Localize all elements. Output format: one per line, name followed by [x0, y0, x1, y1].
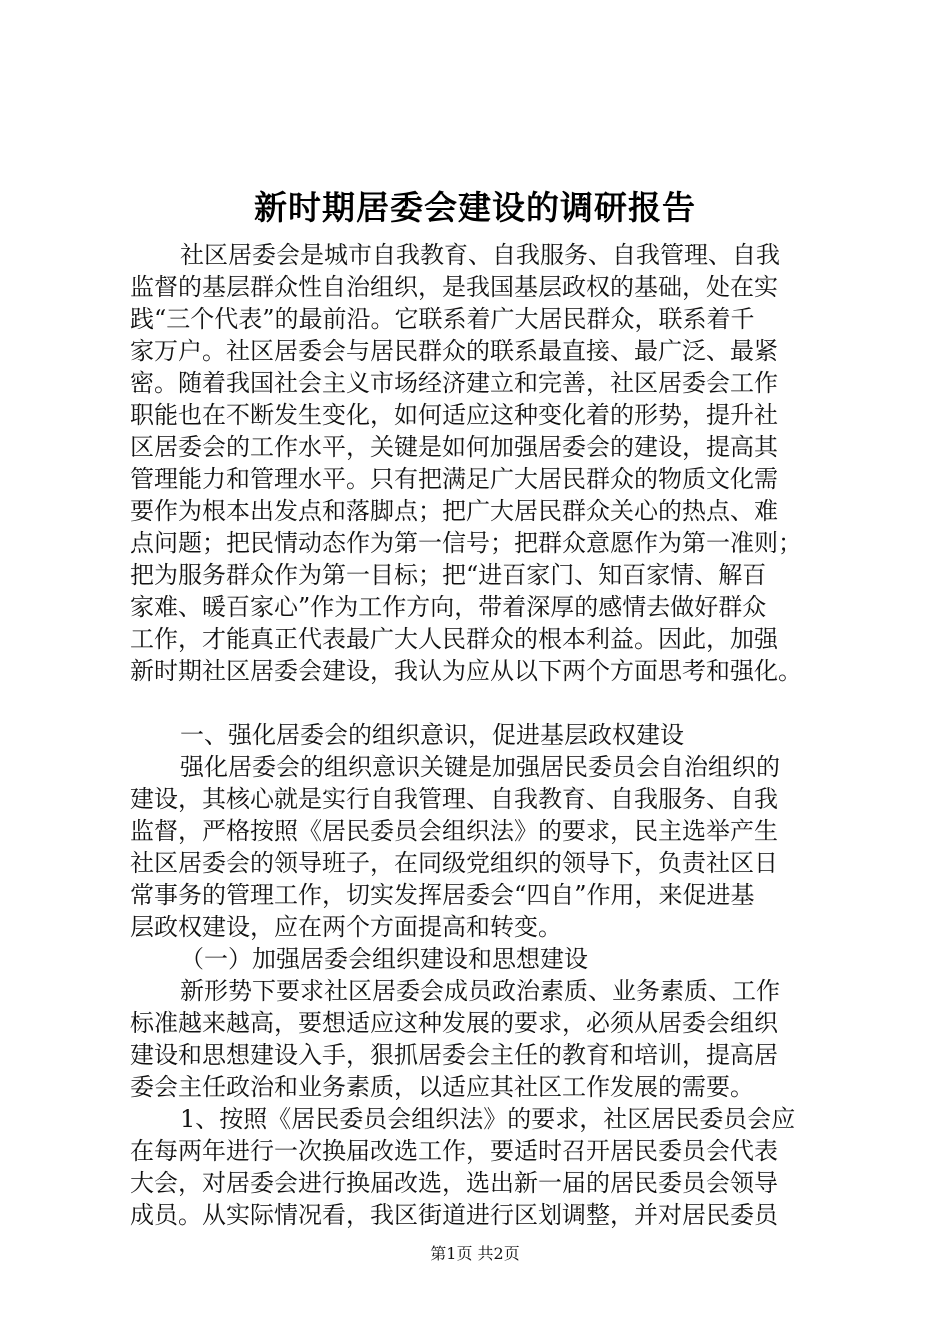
paragraph-line: 把为服务群众作为第一目标；把“进百家门、知百家情、解百 — [130, 561, 767, 589]
paragraph-line: 常事务的管理工作，切实发挥居委会“四自”作用，来促进基 — [130, 881, 755, 909]
paragraph-line: 家难、暖百家心”作为工作方向，带着深厚的感情去做好群众 — [130, 593, 767, 621]
blank-line — [130, 687, 845, 719]
paragraph-line: 建设，其核心就是实行自我管理、自我教育、自我服务、自我 — [130, 785, 778, 813]
paragraph-line: 践“三个代表”的最前沿。它联系着广大居民群众，联系着千 — [130, 305, 755, 333]
paragraph-line: 监督的基层群众性自治组织，是我国基层政权的基础，处在实 — [130, 273, 778, 301]
paragraph-line: 层政权建设，应在两个方面提高和转变。 — [130, 913, 562, 941]
paragraph-line: 社区居委会的领导班子，在同级党组织的领导下，负责社区日 — [130, 849, 778, 877]
paragraph-line: 家万户。社区居委会与居民群众的联系最直接、最广泛、最紧 — [130, 337, 778, 365]
paragraph-line: 强化居委会的组织意识关键是加强居民委员会自治组织的 — [180, 753, 780, 781]
paragraph-line: 点问题；把民情动态作为第一信号；把群众意愿作为第一准则； — [130, 529, 802, 557]
document-title: 新时期居委会建设的调研报告 — [254, 188, 696, 227]
paragraph-line: 标准越来越高，要想适应这种发展的要求，必须从居委会组织 — [130, 1009, 778, 1037]
section-heading: 一、强化居委会的组织意识，促进基层政权建设 — [180, 721, 684, 749]
paragraph-line: 委会主任政治和业务素质，以适应其社区工作发展的需要。 — [130, 1073, 754, 1101]
paragraph-line: 工作，才能真正代表最广大人民群众的根本利益。因此，加强 — [130, 625, 778, 653]
paragraph-line: 区居委会的工作水平，关键是如何加强居委会的建设，提高其 — [130, 433, 778, 461]
paragraph-line: 新时期社区居委会建设，我认为应从以下两个方面思考和强化。 — [130, 657, 802, 685]
page-footer: 第1页 共2页 — [430, 1244, 520, 1263]
paragraph-line: 成员。从实际情况看，我区街道进行区划调整，并对居民委员 — [130, 1201, 778, 1229]
paragraph-line: 监督，严格按照《居民委员会组织法》的要求，民主选举产生 — [130, 817, 778, 845]
paragraph-line: 职能也在不断发生变化，如何适应这种变化着的形势，提升社 — [130, 401, 778, 429]
paragraph-line: 在每两年进行一次换届改选工作，要适时召开居民委员会代表 — [130, 1137, 778, 1165]
paragraph-line: 管理能力和管理水平。只有把满足广大居民群众的物质文化需 — [130, 465, 778, 493]
subsection-heading: （一）加强居委会组织建设和思想建设 — [180, 945, 588, 973]
paragraph-line: 密。随着我国社会主义市场经济建立和完善，社区居委会工作 — [130, 369, 778, 397]
paragraph-line: 新形势下要求社区居委会成员政治素质、业务素质、工作 — [180, 977, 780, 1005]
paragraph-line: 建设和思想建设入手，狠抓居委会主任的教育和培训，提高居 — [130, 1041, 778, 1069]
document-body — [130, 239, 845, 1231]
paragraph-line: 大会，对居委会进行换届改选，选出新一届的居民委员会领导 — [130, 1169, 778, 1197]
paragraph-line: 1、按照《居民委员会组织法》的要求，社区居民委员会应 — [180, 1105, 796, 1133]
paragraph-line: 要作为根本出发点和落脚点；把广大居民群众关心的热点、难 — [130, 497, 778, 525]
paragraph-line: 社区居委会是城市自我教育、自我服务、自我管理、自我 — [180, 241, 780, 269]
